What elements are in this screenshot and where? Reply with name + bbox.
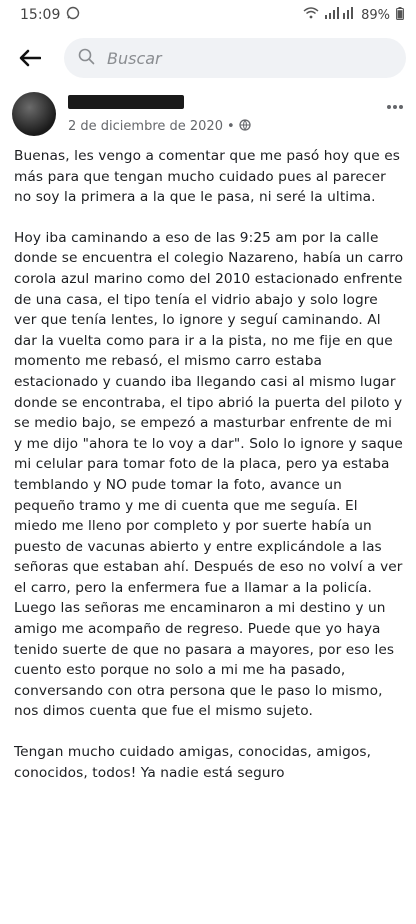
- search-bar[interactable]: [64, 38, 406, 78]
- post-paragraph-1: Buenas, les vengo a comentar que me pasó hoy que es más para que tengan mucho cuidado pues al parecer no soy la primera a la que le pasa, ni seré la ultima.: [14, 148, 400, 206]
- search-input[interactable]: [105, 48, 392, 69]
- battery-percentage: 89%: [361, 7, 390, 23]
- post-paragraph-3: Tengan mucho cuidado amigas, conocidas, amigos, conocidos, todos! Ya nadie está seguro: [14, 744, 372, 781]
- author-block: [68, 94, 386, 135]
- post-meta: [68, 119, 386, 135]
- arrow-left-icon: [19, 49, 41, 67]
- status-time: 15:09: [20, 7, 61, 23]
- post-paragraph-2: Hoy iba caminando a eso de las 9:25 am por la calle donde se encuentra el colegio Nazareno, había un carro corola azul marino como del 2010 estacionado enfrente de una casa, el tipo tenía el vidrio abajo y solo logre ver que tenía lentes, lo ignore y seguí caminando. Al dar la vuelta como para ir a la pista, no me fije en que momento me rebasó, el mismo carro estaba estacionado y cuando iba llegando casi al mismo lugar donde se encontraba, el tipo abrió la puerta del piloto y se medio bajo, se empezó a masturbar enfrente de mi y me dijo "ahora te lo voy a dar". Solo lo ignore y saque mi celular para tomar foto de la placa, pero ya estaba temblando y NO pude tomar la foto, avance un pequeño tramo y me di cuenta que me seguía. El miedo me lleno por completo y por suerte había un puesto de vacunas abierto y entre explicándole a las señoras que estaban ahí. Después de eso no volví a ver el carro, pero la enfermera fue a llamar a la policía. Luego las señoras me encaminaron a mi destino y un amigo me acompaño de regreso. Puede que yo haya tenido suerte de que no pasara a mayores, por eso les cuento esto porque no solo a mi me ha pasado, conversando con otra persona que le paso lo mismo, nos dimos cuenta que fue el mismo sujeto.: [14, 229, 404, 720]
- avatar[interactable]: [12, 92, 56, 136]
- meta-separator: •: [226, 119, 235, 134]
- battery-icon: [396, 7, 404, 24]
- whatsapp-notification-icon: [66, 6, 80, 24]
- post-header: [0, 86, 416, 142]
- globe-icon: [239, 119, 251, 135]
- author-name-redacted[interactable]: [68, 95, 184, 109]
- more-options-icon[interactable]: [386, 91, 404, 115]
- signal-icon: [325, 7, 355, 23]
- top-bar: [0, 30, 416, 86]
- search-icon: [78, 48, 95, 69]
- back-button[interactable]: [10, 38, 50, 78]
- post-date[interactable]: 2 de diciembre de 2020: [68, 119, 223, 134]
- status-bar: [0, 0, 416, 30]
- post-body: [14, 146, 404, 803]
- wifi-icon: [303, 7, 319, 23]
